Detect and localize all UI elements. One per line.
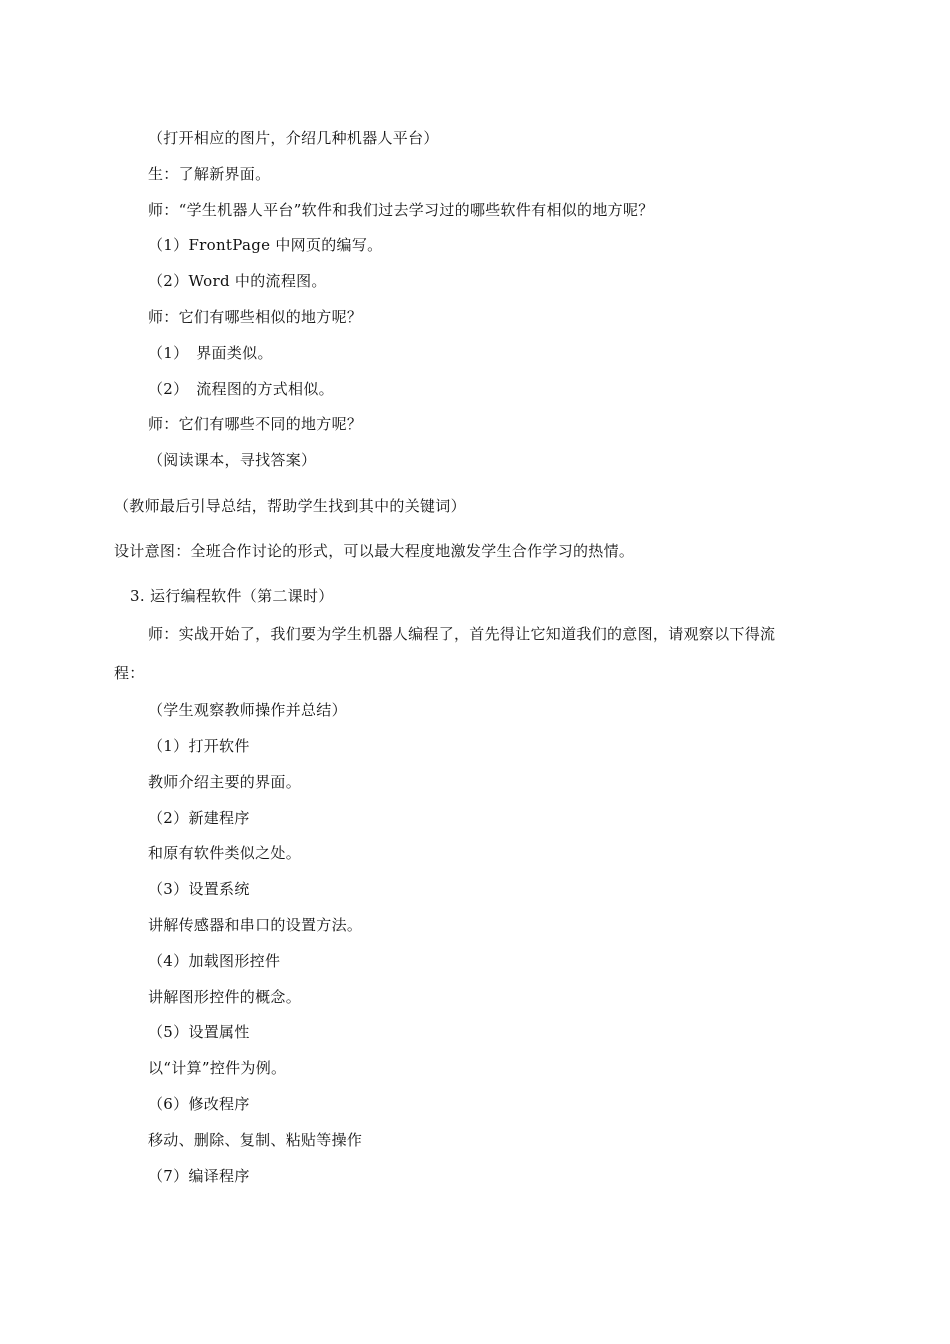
text-line: 设计意图：全班合作讨论的形式，可以最大程度地激发学生合作学习的热情。	[114, 542, 635, 560]
section-heading: 3. 运行编程软件（第二课时）	[130, 587, 334, 605]
text-line: （2）新建程序	[148, 809, 250, 827]
text-line: 教师介绍主要的界面。	[148, 773, 302, 791]
text-line: （学生观察教师操作并总结）	[148, 701, 347, 719]
text-line: 以“计算”控件为例。	[148, 1059, 287, 1077]
text-line: （4）加载图形控件	[148, 952, 281, 970]
text-line: （1）打开软件	[148, 737, 250, 755]
text-line: （7）编译程序	[148, 1167, 250, 1185]
text-line: （打开相应的图片，介绍几种机器人平台）	[148, 129, 439, 147]
text-line: （5）设置属性	[148, 1023, 250, 1041]
text-line: 师：“学生机器人平台”软件和我们过去学习过的哪些软件有相似的地方呢？	[148, 201, 654, 219]
text-line: （6）修改程序	[148, 1095, 250, 1113]
text-line: （3）设置系统	[148, 880, 250, 898]
text-line: （阅读课本，寻找答案）	[148, 451, 317, 469]
text-line: （2）Word 中的流程图。	[148, 272, 327, 290]
text-line: （2） 流程图的方式相似。	[148, 380, 334, 398]
text-line: 师：它们有哪些相似的地方呢？	[148, 308, 363, 326]
text-line: 移动、删除、复制、粘贴等操作	[148, 1131, 363, 1149]
text-line: 程：	[114, 664, 145, 682]
text-line: （1）FrontPage 中网页的编写。	[148, 236, 383, 254]
text-line: （教师最后引导总结，帮助学生找到其中的关键词）	[114, 497, 466, 515]
text-line: 讲解传感器和串口的设置方法。	[148, 916, 363, 934]
text-line: 师：实战开始了，我们要为学生机器人编程了，首先得让它知道我们的意图，请观察以下得流	[148, 625, 776, 643]
text-line: （1） 界面类似。	[148, 344, 273, 362]
text-line: 生：了解新界面。	[148, 165, 271, 183]
text-line: 师：它们有哪些不同的地方呢？	[148, 415, 363, 433]
text-line: 讲解图形控件的概念。	[148, 988, 302, 1006]
text-line: 和原有软件类似之处。	[148, 844, 302, 862]
